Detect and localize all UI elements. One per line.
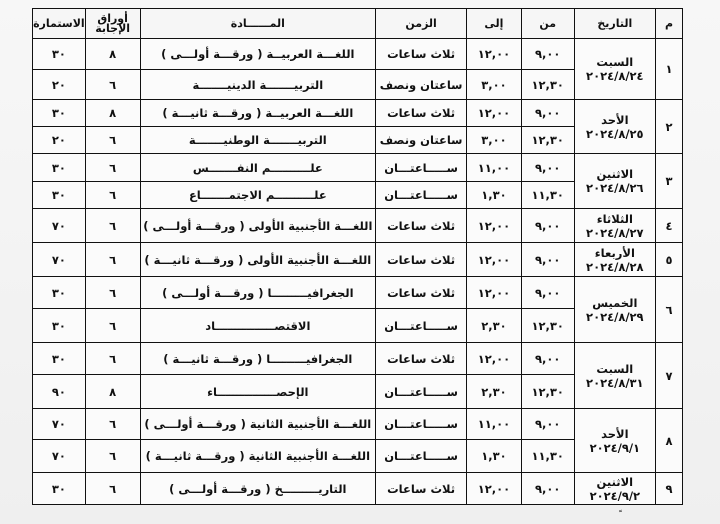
time-to-cell (467, 309, 522, 343)
forms: ٧٠ (51, 449, 66, 463)
time-from-cell (521, 100, 574, 127)
day-date-cell (574, 473, 656, 505)
header-date: التاريخ (574, 9, 656, 39)
table-row (33, 209, 683, 243)
table-body (33, 39, 683, 505)
time-to-cell (467, 440, 522, 473)
time-from-cell (521, 375, 574, 409)
subject: اللغـــة الأجنبية الثانية ( ورقـــة أولـــى ) (144, 417, 372, 431)
subject-cell (140, 182, 376, 209)
table-row (33, 409, 683, 440)
table-row (33, 343, 683, 375)
day-name: الاثنين (596, 167, 634, 181)
subject-cell (140, 309, 376, 343)
subject-cell (140, 473, 376, 505)
subject: الجغرافيـــــــــا ( ورقـــة أولـــى ) (162, 285, 354, 300)
forms-cell (33, 309, 86, 343)
forms-cell (33, 209, 86, 243)
day-date-cell (574, 100, 656, 154)
time-from: ١٢,٣٠ (531, 77, 564, 92)
duration-cell (376, 39, 467, 70)
forms: ٣٠ (51, 351, 66, 366)
day-date: ٢٠٢٤/٨/٢٥ (586, 126, 644, 141)
time-from: ٩,٠٠ (534, 417, 561, 431)
duration: ثلاث ساعات (387, 481, 456, 496)
duration-cell (376, 473, 467, 505)
table-row (33, 154, 683, 182)
day-date: ٢٠٢٤/٨/٢٦ (586, 181, 644, 195)
answer-sheets: ٦ (109, 318, 117, 333)
duration-cell (376, 309, 467, 343)
time-to: ١,٣٠ (481, 449, 507, 463)
answer-sheets-cell (85, 277, 140, 309)
answer-sheets: ٦ (109, 160, 117, 175)
time-from: ١٢,٣٠ (531, 384, 564, 399)
subject-cell (140, 375, 376, 409)
duration-cell (376, 409, 467, 440)
duration: ثلاث ساعات (387, 218, 456, 233)
time-to: ٣,٠٠ (481, 133, 507, 147)
answer-sheets-cell (85, 182, 140, 209)
time-from: ٩,٠٠ (534, 351, 561, 366)
time-to: ١٢,٠٠ (477, 218, 511, 233)
time-from-cell (521, 182, 574, 209)
time-from-cell (521, 277, 574, 309)
day-name: الثلاثاء (596, 211, 633, 226)
time-to: ١٢,٠٠ (477, 47, 511, 61)
answer-sheets-cell (85, 375, 140, 409)
table-row (33, 39, 683, 70)
day-number: ٨ (656, 409, 683, 473)
time-to: ٢,٣٠ (481, 384, 507, 399)
table-header-row (33, 9, 683, 39)
table-row (33, 100, 683, 127)
duration: ســـــاعتـــان (384, 384, 458, 399)
day-number: ٤ (656, 209, 683, 243)
time-to: ١٢,٠٠ (477, 351, 511, 366)
forms-cell (33, 243, 86, 277)
forms-cell (33, 343, 86, 375)
time-from-cell (521, 209, 574, 243)
day-number: ٧ (656, 343, 683, 409)
time-to: ١١,٠٠ (477, 417, 511, 431)
header-answer-sheets: أوراق الإجابة (85, 9, 140, 39)
forms-cell (33, 182, 86, 209)
day-date-cell (574, 409, 656, 473)
table-row (33, 473, 683, 505)
time-from: ٩,٠٠ (534, 252, 561, 267)
forms: ٣٠ (51, 188, 66, 202)
time-to-cell (467, 39, 522, 70)
day-date: ٢٠٢٤/٩/١ (589, 440, 641, 455)
subject-cell (140, 277, 376, 309)
answer-sheets: ٨ (109, 106, 117, 120)
time-from: ٩,٠٠ (534, 218, 561, 233)
forms: ٣٠ (51, 481, 66, 496)
subject-cell (140, 39, 376, 70)
forms-cell (33, 70, 86, 100)
time-to-cell (467, 243, 522, 277)
duration-cell (376, 243, 467, 277)
day-date: ٢٠٢٤/٨/٢٧ (586, 225, 644, 240)
subject-cell (140, 409, 376, 440)
duration: ثلاث ساعات (387, 106, 456, 120)
exam-schedule-table (32, 8, 683, 505)
time-to-cell (467, 375, 522, 409)
time-to-cell (467, 409, 522, 440)
answer-sheets-cell (85, 154, 140, 182)
header-subject: المــــــادة (140, 9, 376, 39)
answer-sheets-cell (85, 309, 140, 343)
day-date: ٢٠٢٤/٩/٢ (589, 488, 641, 503)
forms: ٢٠ (51, 133, 66, 147)
day-name: الخميس (592, 295, 638, 310)
subject-cell (140, 70, 376, 100)
duration: ثلاث ساعات (387, 351, 456, 366)
time-from-cell (521, 473, 574, 505)
answer-sheets-cell (85, 127, 140, 154)
time-from: ١١,٣٠ (531, 188, 564, 202)
time-from: ٩,٠٠ (534, 481, 561, 496)
time-from: ٩,٠٠ (534, 47, 561, 61)
time-to: ١,٣٠ (481, 188, 507, 202)
subject: اللغـــة الأجنبية الأولى ( ورقـــة ثانيـــة ) (144, 252, 372, 267)
day-name: الأحد (601, 426, 629, 441)
day-number: ٢ (656, 100, 683, 154)
answer-sheets-cell (85, 473, 140, 505)
header-to: إلى (467, 9, 522, 39)
subject-cell (140, 440, 376, 473)
subject: اللغـــة العربيــة ( ورقـــة ثانيـــة ) (162, 106, 354, 120)
duration-cell (376, 100, 467, 127)
duration-cell (376, 277, 467, 309)
duration: ســـــاعتـــان (384, 160, 458, 175)
time-from: ١١,٣٠ (531, 449, 564, 463)
duration-cell (376, 154, 467, 182)
day-number: ٥ (656, 243, 683, 277)
answer-sheets-cell (85, 409, 140, 440)
subject: اللغـــة الأجنبية الأولى ( ورقـــة أولـــى ) (143, 218, 373, 233)
answer-sheets: ٦ (109, 252, 117, 267)
duration-cell (376, 70, 467, 100)
subject: التربيـــــــة الدينيـــــــة (192, 77, 324, 92)
forms: ٣٠ (51, 318, 66, 333)
time-from-cell (521, 440, 574, 473)
day-number: ٦ (656, 277, 683, 343)
duration: ســـــاعتـــان (384, 449, 458, 463)
duration-cell (376, 343, 467, 375)
day-date: ٢٠٢٤/٨/٢٩ (586, 309, 644, 324)
day-number: ٩ (656, 473, 683, 505)
forms-cell (33, 154, 86, 182)
duration: ســـــاعتـــان (384, 417, 458, 431)
answer-sheets: ٦ (109, 417, 117, 431)
time-to-cell (467, 127, 522, 154)
answer-sheets-cell (85, 243, 140, 277)
answer-sheets-cell (85, 100, 140, 127)
answer-sheets: ٨ (109, 47, 117, 61)
time-from-cell (521, 309, 574, 343)
forms-cell (33, 100, 86, 127)
duration-cell (376, 127, 467, 154)
header-from: من (521, 9, 574, 39)
time-from-cell (521, 243, 574, 277)
answer-sheets: ٦ (109, 481, 117, 496)
subject: اللغـــة الأجنبية الثانية ( ورقـــة ثانيـــة ) (145, 449, 371, 463)
forms-cell (33, 39, 86, 70)
duration-cell (376, 182, 467, 209)
time-to: ٢,٣٠ (481, 318, 507, 333)
time-from-cell (521, 343, 574, 375)
forms-cell (33, 409, 86, 440)
answer-sheets: ٦ (109, 351, 117, 366)
time-from-cell (521, 154, 574, 182)
time-to: ١٢,٠٠ (477, 106, 511, 120)
time-to-cell (467, 473, 522, 505)
day-date-cell (574, 39, 656, 100)
duration-cell (376, 209, 467, 243)
forms: ٧٠ (51, 252, 66, 267)
subject: اللغـــة العربيــة ( ورقـــة أولـــى ) (161, 47, 355, 61)
forms-cell (33, 440, 86, 473)
forms: ٧٠ (51, 218, 66, 233)
time-to-cell (467, 100, 522, 127)
header-duration: الزمن (376, 9, 467, 39)
day-date: ٢٠٢٤/٨/٢٨ (586, 259, 644, 274)
subject: الجغرافيـــــــــا ( ورقـــة ثانيـــة ) (163, 351, 353, 366)
answer-sheets: ٨ (109, 384, 117, 399)
time-from-cell (521, 39, 574, 70)
subject-cell (140, 154, 376, 182)
subject: التاريـــــــــخ ( ورقـــة أولـــى ) (169, 481, 347, 496)
forms-cell (33, 127, 86, 154)
time-from: ١٢,٣٠ (531, 133, 564, 147)
time-from-cell (521, 409, 574, 440)
day-number: ٣ (656, 154, 683, 209)
answer-sheets-cell (85, 343, 140, 375)
answer-sheets: ٦ (109, 449, 117, 463)
time-to: ١٢,٠٠ (477, 252, 511, 267)
forms: ٣٠ (51, 106, 66, 120)
time-to-cell (467, 182, 522, 209)
forms-cell (33, 375, 86, 409)
answer-sheets-cell (85, 39, 140, 70)
subject: الإحصـــــــــــــــاء (207, 384, 309, 399)
duration: ســـــاعتـــان (384, 318, 458, 333)
time-to-cell (467, 209, 522, 243)
subject-cell (140, 127, 376, 154)
time-to: ١١,٠٠ (477, 160, 511, 175)
duration: ساعتان ونصف (379, 77, 463, 92)
answer-sheets: ٦ (109, 218, 117, 233)
header-forms: الاستمارة (33, 9, 86, 39)
day-date-cell (574, 243, 656, 277)
subject: علــــــــــم الاجتمـــــــاع (188, 188, 327, 202)
answer-sheets: ٦ (109, 285, 117, 300)
header-num: م (656, 9, 683, 39)
forms: ٧٠ (51, 417, 66, 431)
day-number: ١ (656, 39, 683, 100)
time-from: ٩,٠٠ (534, 160, 561, 175)
answer-sheets: ٦ (109, 77, 117, 92)
forms-cell (33, 473, 86, 505)
answer-sheets-cell (85, 209, 140, 243)
day-name: الاثنين (596, 474, 634, 489)
time-to-cell (467, 70, 522, 100)
table-row (33, 277, 683, 309)
forms: ٢٠ (51, 77, 66, 92)
time-to: ١٢,٠٠ (477, 481, 511, 496)
forms: ٣٠ (51, 285, 66, 300)
day-date: ٢٠٢٤/٨/٢٤ (586, 69, 644, 83)
time-to: ١٢,٠٠ (477, 285, 511, 300)
day-date-cell (574, 154, 656, 209)
day-date-cell (574, 277, 656, 343)
subject: التربيـــــــة الوطنيـــــــة (188, 133, 327, 147)
duration: ســـــاعتـــان (384, 188, 458, 202)
forms-cell (33, 277, 86, 309)
day-name: السبت (596, 361, 634, 376)
time-to-cell (467, 277, 522, 309)
duration: ثلاث ساعات (387, 47, 456, 61)
time-from: ٩,٠٠ (534, 106, 561, 120)
time-to-cell (467, 154, 522, 182)
time-from-cell (521, 70, 574, 100)
table-row (33, 243, 683, 277)
forms: ٣٠ (51, 160, 66, 175)
day-date-cell (574, 209, 656, 243)
duration: ثلاث ساعات (387, 285, 456, 300)
day-date-cell (574, 343, 656, 409)
duration-cell (376, 440, 467, 473)
duration: ثلاث ساعات (387, 252, 456, 267)
time-from: ١٢,٣٠ (531, 318, 564, 333)
day-name: الأربعاء (594, 245, 635, 260)
day-name: الأحد (601, 112, 629, 127)
forms: ٩٠ (51, 384, 66, 399)
subject-cell (140, 100, 376, 127)
time-to: ٣,٠٠ (481, 77, 507, 92)
subject: علــــــــــم النفـــــــس (192, 160, 323, 175)
subject: الاقتصـــــــــــــــاد (205, 318, 311, 333)
answer-sheets-cell (85, 440, 140, 473)
subject-cell (140, 343, 376, 375)
answer-sheets-cell (85, 70, 140, 100)
subject-cell (140, 243, 376, 277)
day-name: السبت (596, 55, 634, 69)
duration: ساعتان ونصف (379, 133, 463, 147)
time-from: ٩,٠٠ (534, 285, 561, 300)
time-to-cell (467, 343, 522, 375)
subject-cell (140, 209, 376, 243)
day-date: ٢٠٢٤/٨/٣١ (586, 375, 644, 390)
answer-sheets: ٦ (109, 188, 117, 202)
forms: ٣٠ (51, 47, 66, 61)
duration-cell (376, 375, 467, 409)
time-from-cell (521, 127, 574, 154)
answer-sheets: ٦ (109, 133, 117, 147)
